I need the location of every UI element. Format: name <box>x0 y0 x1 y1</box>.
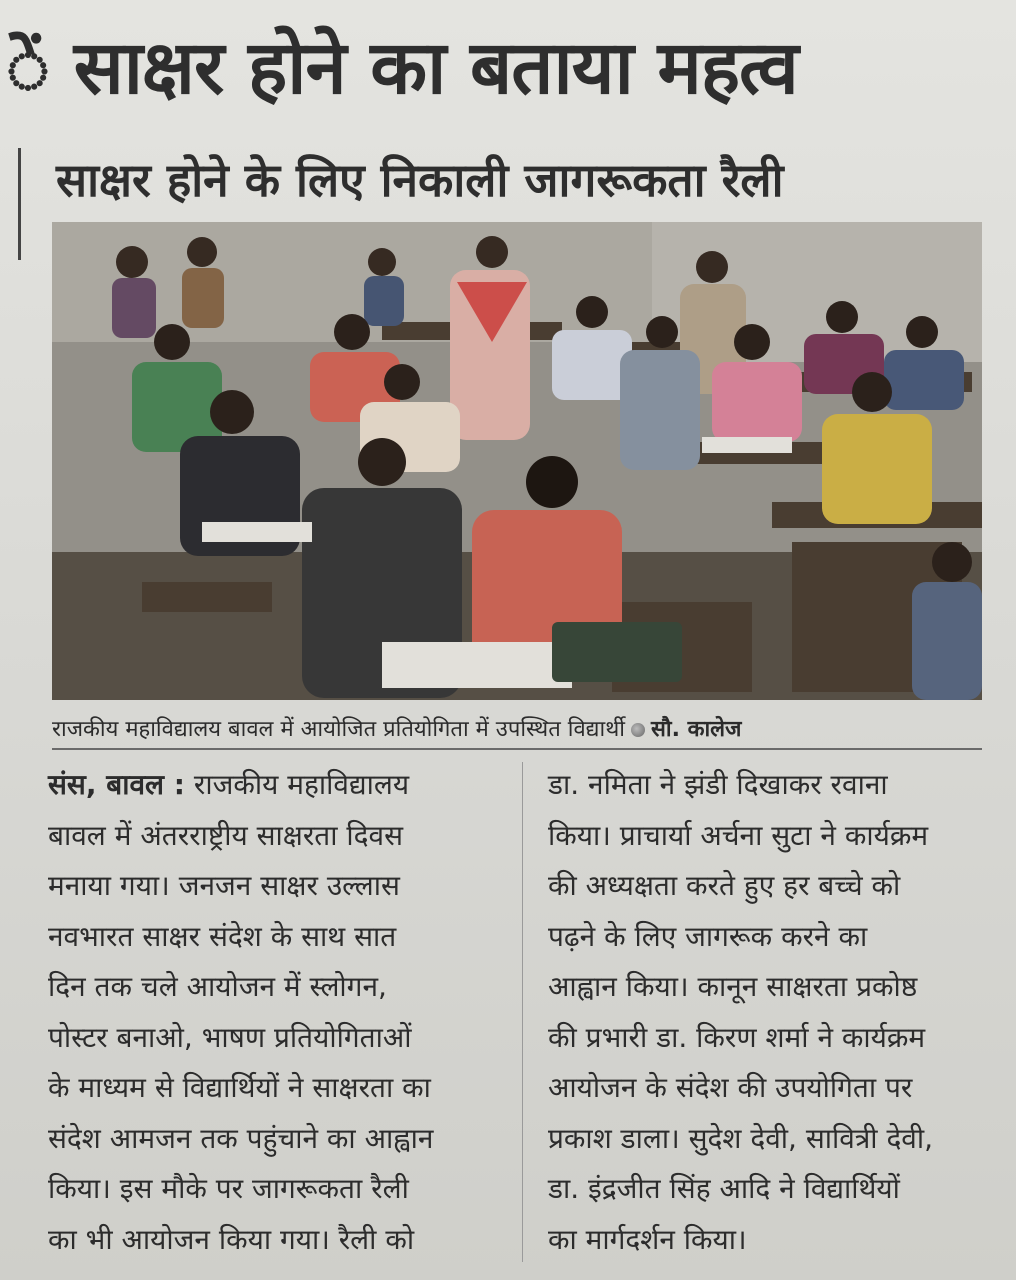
article-line: बावल में अंतरराष्ट्रीय साक्षरता दिवस <box>48 818 404 852</box>
article-line: का भी आयोजन किया गया। रैली को <box>48 1222 415 1256</box>
article-column-right <box>548 760 1016 1265</box>
column-divider <box>522 762 523 1262</box>
credit-bullet-icon <box>631 723 645 737</box>
article-line: मनाया गया। जनजन साक्षर उल्लास <box>48 869 400 902</box>
article-line: संदेश आमजन तक पहुंचाने का आह्वान <box>48 1121 434 1155</box>
dateline: संस, बावल : <box>48 768 185 801</box>
article-line: दिन तक चले आयोजन में स्लोगन, <box>48 970 387 1003</box>
article-line: डा. इंद्रजीत सिंह आदि ने विद्यार्थियों <box>548 1172 900 1205</box>
photo-caption: राजकीय महाविद्यालय बावल में आयोजित प्रतियोगिता में उपस्थित विद्यार्थी <box>52 717 625 742</box>
photo-credit: सौ. कालेज <box>651 717 742 742</box>
article-line-text: राजकीय महाविद्यालय <box>193 768 410 801</box>
article-line: पढ़ने के लिए जागरूक करने का <box>548 919 868 953</box>
article-line: के माध्यम से विद्यार्थियों ने साक्षरता का <box>48 1071 431 1104</box>
article-line <box>48 760 518 811</box>
column-rule <box>18 148 21 260</box>
article-line: पोस्टर बनाओ, भाषण प्रतियोगिताओं <box>48 1020 412 1054</box>
article-column-left <box>48 760 518 1265</box>
article-line: किया। इस मौके पर जागरूकता रैली <box>48 1172 409 1205</box>
headline: ें साक्षर होने का बताया महत्व <box>6 25 798 111</box>
article-line: आयोजन के संदेश की उपयोगिता पर <box>548 1071 913 1104</box>
subheadline: साक्षर होने के लिए निकाली जागरूकता रैली <box>56 153 784 207</box>
article-line: की प्रभारी डा. किरण शर्मा ने कार्यक्रम <box>548 1020 926 1054</box>
news-photo <box>52 222 982 700</box>
article-line: आह्वान किया। कानून साक्षरता प्रकोष्ठ <box>548 970 918 1003</box>
classroom-photo <box>52 222 982 700</box>
article-line: का मार्गदर्शन किया। <box>548 1222 747 1256</box>
article-line: प्रकाश डाला। सुदेश देवी, सावित्री देवी, <box>548 1121 934 1155</box>
article-line: की अध्यक्षता करते हुए हर बच्चे को <box>548 869 901 902</box>
article-line: डा. नमिता ने झंडी दिखाकर रवाना <box>548 768 888 801</box>
article-line: किया। प्राचार्या अर्चना सुटा ने कार्यक्रम <box>548 818 929 852</box>
article-line: नवभारत साक्षर संदेश के साथ सात <box>48 919 397 953</box>
photo-caption-row <box>52 710 982 750</box>
